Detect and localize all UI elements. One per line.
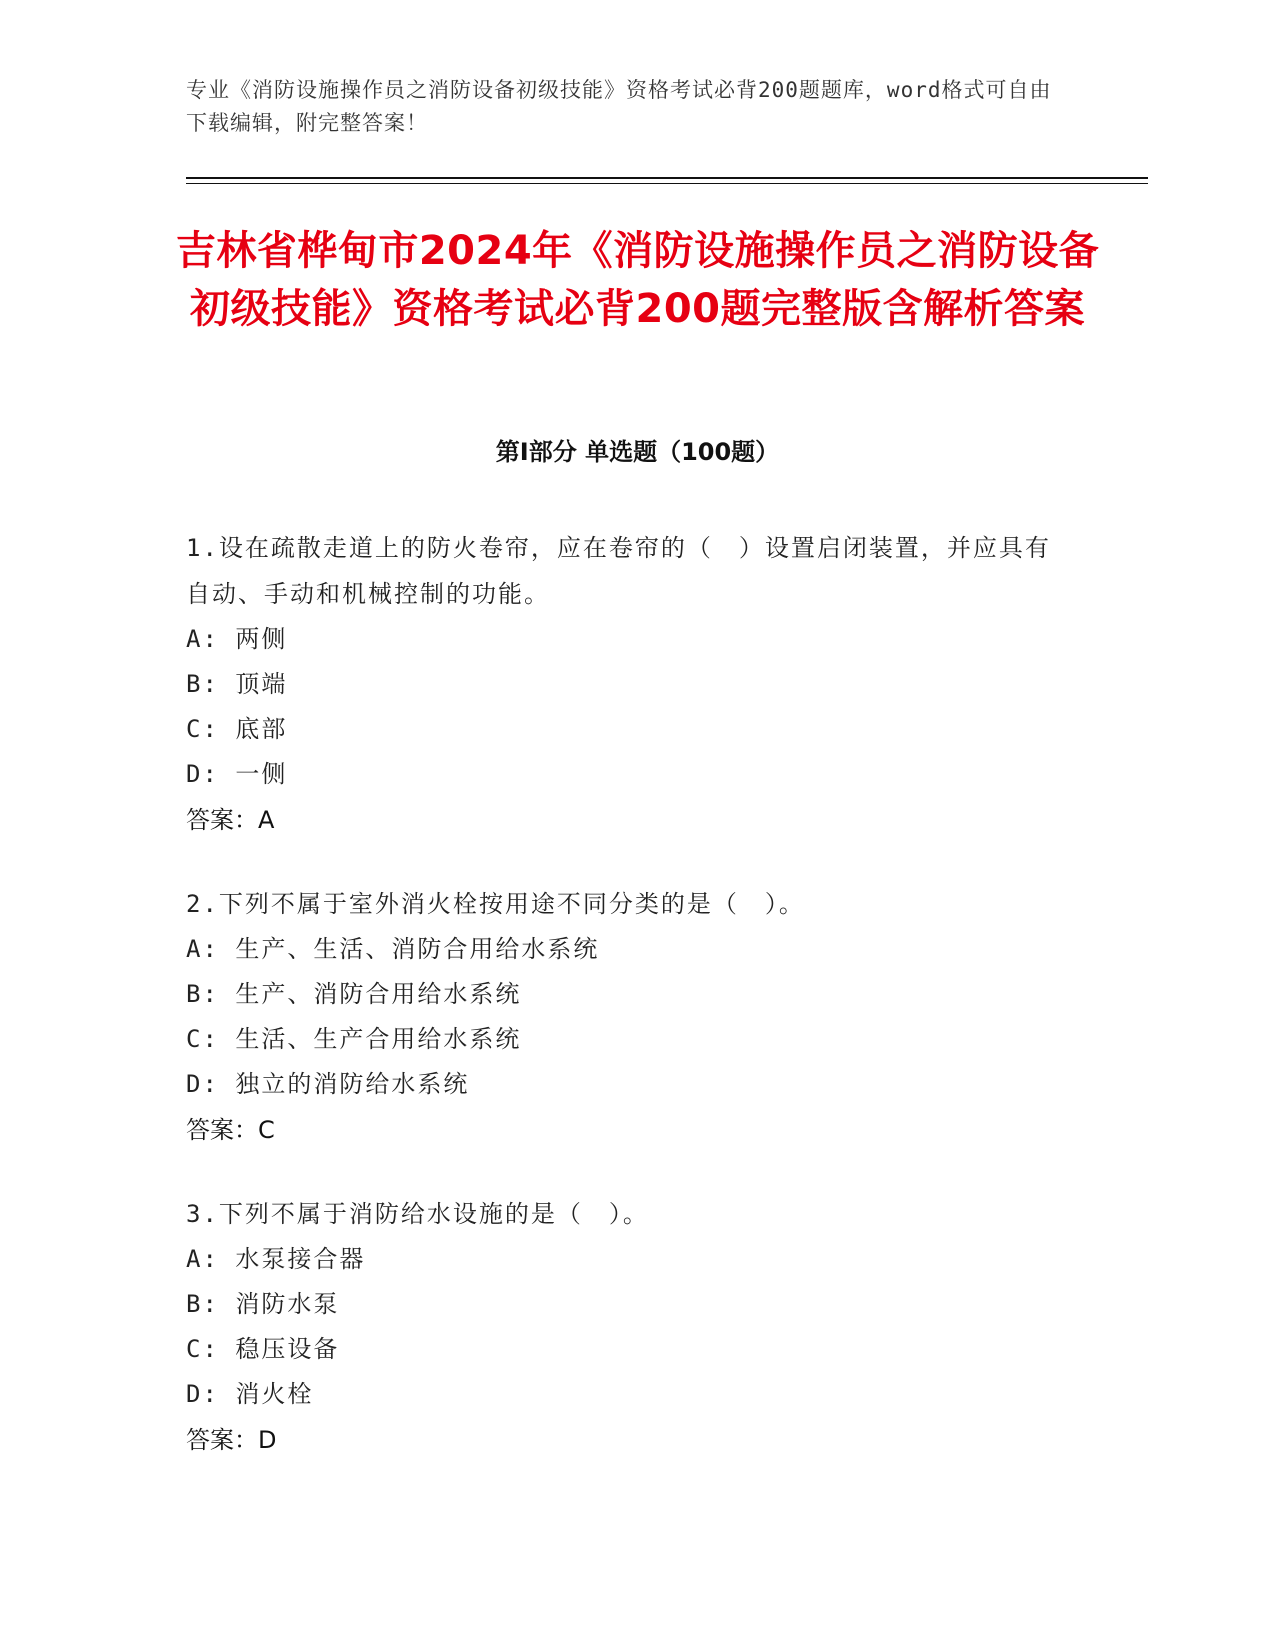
question-item — [186, 1191, 1066, 1463]
question-option-b: B: 生产、消防合用给水系统 — [186, 980, 522, 1008]
question-stem: 2.下列不属于室外消火栓按用途不同分类的是（ ）。 — [186, 890, 805, 918]
question-stem: 3.下列不属于消防给水设施的是（ ）。 — [186, 1200, 649, 1228]
question-option-a: A: 水泵接合器 — [186, 1245, 366, 1273]
question-stem: 1.设在疏散走道上的防火卷帘，应在卷帘的（ ）设置启闭装置，并应具有自动、手动和机械控制的功能。 — [186, 534, 1051, 608]
question-list — [186, 525, 1066, 1501]
question-option-d: D: 消火栓 — [186, 1380, 314, 1408]
question-option-a: A: 生产、生活、消防合用给水系统 — [186, 935, 600, 963]
question-option-b: B: 消防水泵 — [186, 1290, 340, 1318]
question-option-d: D: 一侧 — [186, 760, 288, 788]
section-heading: 第I部分 单选题（100题） — [495, 438, 780, 466]
question-answer: 答案：C — [186, 1116, 275, 1144]
header-note: 专业《消防设施操作员之消防设备初级技能》资格考试必背200题题库，word格式可自由下载编辑，附完整答案！ — [186, 78, 1052, 135]
question-option-b: B: 顶端 — [186, 670, 288, 698]
header-rule-thick — [186, 177, 1148, 179]
question-item — [186, 881, 1066, 1153]
question-option-c: C: 底部 — [186, 715, 288, 743]
header-rule-thin — [186, 183, 1148, 184]
question-option-c: C: 生活、生产合用给水系统 — [186, 1025, 522, 1053]
question-option-d: D: 独立的消防给水系统 — [186, 1070, 470, 1098]
question-answer: 答案：D — [186, 1426, 277, 1454]
question-option-a: A: 两侧 — [186, 625, 288, 653]
document-title: 吉林省桦甸市2024年《消防设施操作员之消防设备初级技能》资格考试必背200题完整版含解析答案 — [175, 228, 1100, 332]
question-option-c: C: 稳压设备 — [186, 1335, 340, 1363]
question-item — [186, 525, 1066, 843]
question-answer: 答案：A — [186, 806, 275, 834]
